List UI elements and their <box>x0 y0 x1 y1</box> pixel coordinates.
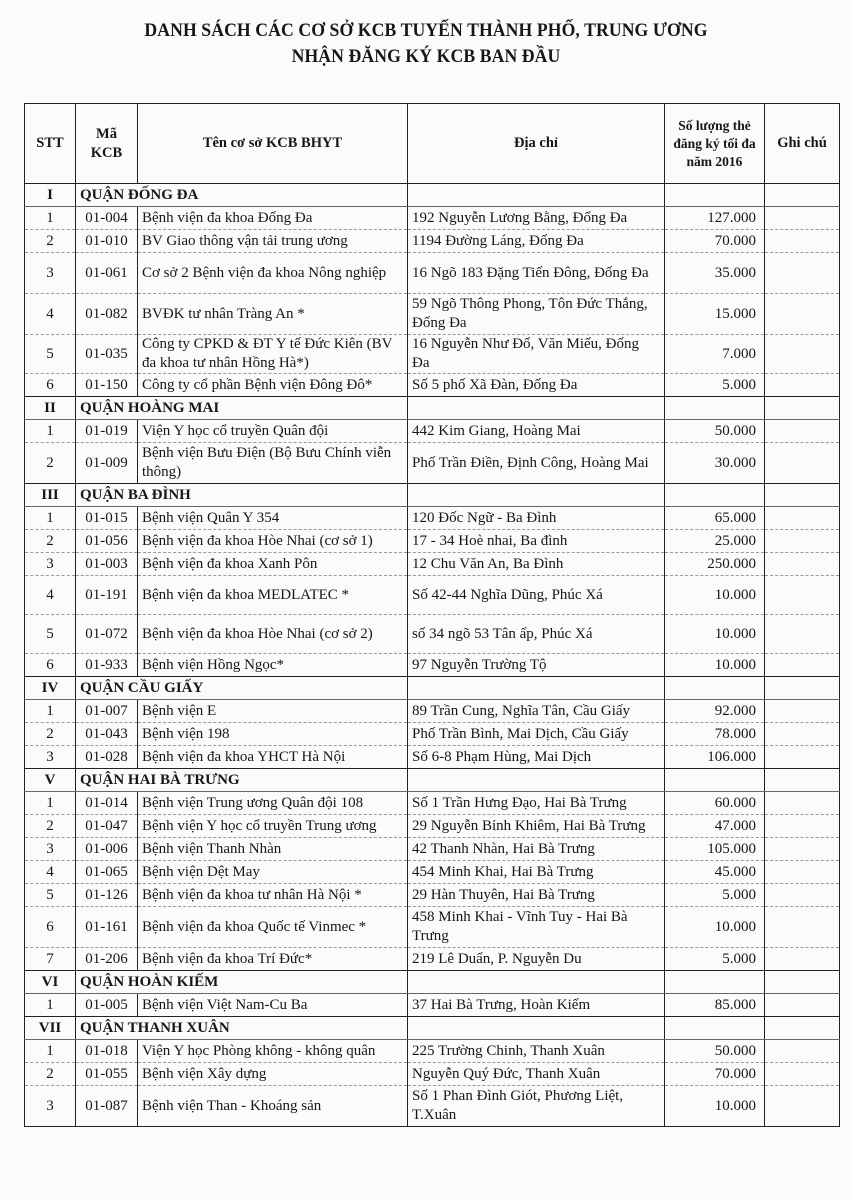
group-name: QUẬN ĐỐNG ĐA <box>76 184 408 207</box>
table-row <box>25 576 840 615</box>
row-stt: 1 <box>25 994 76 1017</box>
row-stt: 5 <box>25 615 76 654</box>
table-row <box>25 1040 840 1063</box>
row-code: 01-933 <box>76 654 138 677</box>
row-name: Bệnh viện Thanh Nhàn <box>138 838 408 861</box>
row-code: 01-087 <box>76 1086 138 1127</box>
row-name: Bệnh viện Than - Khoáng sản <box>138 1086 408 1127</box>
row-address: số 34 ngõ 53 Tân ấp, Phúc Xá <box>408 615 665 654</box>
row-note <box>765 884 840 907</box>
row-address: Số 1 Phan Đình Giót, Phương Liệt, T.Xuân <box>408 1086 665 1127</box>
row-code: 01-191 <box>76 576 138 615</box>
row-code: 01-072 <box>76 615 138 654</box>
group-qty-cell <box>665 1017 765 1040</box>
table-row <box>25 230 840 253</box>
row-address: 225 Trường Chinh, Thanh Xuân <box>408 1040 665 1063</box>
group-number: VI <box>25 971 76 994</box>
row-qty: 105.000 <box>665 838 765 861</box>
row-note <box>765 230 840 253</box>
table-row <box>25 207 840 230</box>
row-qty: 70.000 <box>665 230 765 253</box>
table-row <box>25 335 840 374</box>
row-address: 442 Kim Giang, Hoàng Mai <box>408 420 665 443</box>
table-row <box>25 948 840 971</box>
table-row <box>25 443 840 484</box>
row-stt: 5 <box>25 884 76 907</box>
row-name: Viện Y học cổ truyền Quân đội <box>138 420 408 443</box>
row-address: 89 Trần Cung, Nghĩa Tân, Cầu Giấy <box>408 700 665 723</box>
row-code: 01-007 <box>76 700 138 723</box>
row-note <box>765 861 840 884</box>
table-row <box>25 838 840 861</box>
row-address: 120 Đốc Ngữ - Ba Đình <box>408 507 665 530</box>
group-number: III <box>25 484 76 507</box>
group-row <box>25 484 840 507</box>
row-name: Bệnh viện Bưu Điện (Bộ Bưu Chính viễn thông) <box>138 443 408 484</box>
row-name: BVĐK tư nhân Tràng An * <box>138 294 408 335</box>
row-qty: 250.000 <box>665 553 765 576</box>
group-number: V <box>25 769 76 792</box>
row-address: Số 1 Trần Hưng Đạo, Hai Bà Trưng <box>408 792 665 815</box>
group-qty-cell <box>665 397 765 420</box>
group-row <box>25 397 840 420</box>
row-qty: 106.000 <box>665 746 765 769</box>
row-name: BV Giao thông vận tải trung ương <box>138 230 408 253</box>
row-qty: 25.000 <box>665 530 765 553</box>
row-note <box>765 530 840 553</box>
row-code: 01-150 <box>76 374 138 397</box>
facility-table <box>24 103 840 1127</box>
row-stt: 3 <box>25 1086 76 1127</box>
row-address: 219 Lê Duẩn, P. Nguyễn Du <box>408 948 665 971</box>
row-note <box>765 1086 840 1127</box>
row-stt: 6 <box>25 374 76 397</box>
row-code: 01-055 <box>76 1063 138 1086</box>
row-address: 97 Nguyễn Trường Tộ <box>408 654 665 677</box>
row-stt: 1 <box>25 1040 76 1063</box>
group-row <box>25 184 840 207</box>
row-address: 29 Nguyễn Bỉnh Khiêm, Hai Bà Trưng <box>408 815 665 838</box>
row-stt: 1 <box>25 507 76 530</box>
table-row <box>25 746 840 769</box>
row-name: Bệnh viện Y học cổ truyền Trung ương <box>138 815 408 838</box>
table-row <box>25 792 840 815</box>
row-stt: 4 <box>25 294 76 335</box>
row-note <box>765 420 840 443</box>
row-note <box>765 253 840 294</box>
row-address: 42 Thanh Nhàn, Hai Bà Trưng <box>408 838 665 861</box>
row-address: 454 Minh Khai, Hai Bà Trưng <box>408 861 665 884</box>
row-stt: 1 <box>25 207 76 230</box>
group-note-cell <box>765 484 840 507</box>
row-qty: 85.000 <box>665 994 765 1017</box>
row-note <box>765 723 840 746</box>
row-note <box>765 700 840 723</box>
header-code-line2: KCB <box>90 144 123 161</box>
row-note <box>765 335 840 374</box>
row-qty: 35.000 <box>665 253 765 294</box>
group-address-cell <box>408 971 665 994</box>
group-name: QUẬN HAI BÀ TRƯNG <box>76 769 408 792</box>
group-name: QUẬN THANH XUÂN <box>76 1017 408 1040</box>
row-name: Bệnh viện đa khoa tư nhân Hà Nội * <box>138 884 408 907</box>
row-code: 01-015 <box>76 507 138 530</box>
row-note <box>765 507 840 530</box>
row-code: 01-003 <box>76 553 138 576</box>
group-number: IV <box>25 677 76 700</box>
group-note-cell <box>765 397 840 420</box>
row-name: Bệnh viện Trung ương Quân đội 108 <box>138 792 408 815</box>
row-qty: 10.000 <box>665 576 765 615</box>
row-address: Phố Trần Điền, Định Công, Hoàng Mai <box>408 443 665 484</box>
group-address-cell <box>408 397 665 420</box>
row-qty: 70.000 <box>665 1063 765 1086</box>
row-note <box>765 1063 840 1086</box>
table-row <box>25 530 840 553</box>
group-address-cell <box>408 484 665 507</box>
group-qty-cell <box>665 484 765 507</box>
table-row <box>25 700 840 723</box>
table-header <box>25 104 840 184</box>
document-title-line1: DANH SÁCH CÁC CƠ SỞ KCB TUYẾN THÀNH PHỐ, TRUNG ƯƠNG <box>144 20 708 41</box>
row-qty: 30.000 <box>665 443 765 484</box>
row-address: Số 42-44 Nghĩa Dũng, Phúc Xá <box>408 576 665 615</box>
row-code: 01-004 <box>76 207 138 230</box>
row-code: 01-010 <box>76 230 138 253</box>
row-qty: 10.000 <box>665 615 765 654</box>
row-name: Bệnh viện đa khoa Xanh Pôn <box>138 553 408 576</box>
group-address-cell <box>408 677 665 700</box>
row-qty: 92.000 <box>665 700 765 723</box>
row-name: Bệnh viện Hồng Ngọc* <box>138 654 408 677</box>
table-row <box>25 815 840 838</box>
row-address: 37 Hai Bà Trưng, Hoàn Kiếm <box>408 994 665 1017</box>
group-address-cell <box>408 769 665 792</box>
row-note <box>765 907 840 948</box>
row-stt: 2 <box>25 1063 76 1086</box>
row-code: 01-082 <box>76 294 138 335</box>
row-note <box>765 1040 840 1063</box>
row-qty: 45.000 <box>665 861 765 884</box>
row-name: Viện Y học Phòng không - không quân <box>138 1040 408 1063</box>
row-note <box>765 792 840 815</box>
row-name: Bệnh viện đa khoa YHCT Hà Nội <box>138 746 408 769</box>
row-name: Cơ sở 2 Bệnh viện đa khoa Nông nghiệp <box>138 253 408 294</box>
group-note-cell <box>765 1017 840 1040</box>
table-row <box>25 553 840 576</box>
row-qty: 127.000 <box>665 207 765 230</box>
row-address: 17 - 34 Hoè nhai, Ba đình <box>408 530 665 553</box>
group-qty-cell <box>665 971 765 994</box>
group-name: QUẬN HOÀNG MAI <box>76 397 408 420</box>
document-title-line2: NHẬN ĐĂNG KÝ KCB BAN ĐẦU <box>291 46 561 67</box>
row-code: 01-005 <box>76 994 138 1017</box>
group-name: QUẬN BA ĐÌNH <box>76 484 408 507</box>
row-name: Bệnh viện đa khoa Hòe Nhai (cơ sở 2) <box>138 615 408 654</box>
table-row <box>25 374 840 397</box>
table-row <box>25 615 840 654</box>
row-note <box>765 553 840 576</box>
group-row <box>25 769 840 792</box>
table-row <box>25 420 840 443</box>
row-note <box>765 294 840 335</box>
header-qty <box>665 104 765 184</box>
group-qty-cell <box>665 677 765 700</box>
header-qty-line1: Số lượng thẻ <box>678 117 751 133</box>
row-qty: 5.000 <box>665 884 765 907</box>
row-note <box>765 374 840 397</box>
row-name: Bệnh viện Dệt May <box>138 861 408 884</box>
row-stt: 3 <box>25 253 76 294</box>
row-name: Bệnh viện Việt Nam-Cu Ba <box>138 994 408 1017</box>
table-row <box>25 994 840 1017</box>
row-note <box>765 207 840 230</box>
row-code: 01-009 <box>76 443 138 484</box>
row-stt: 4 <box>25 861 76 884</box>
row-note <box>765 948 840 971</box>
row-note <box>765 443 840 484</box>
row-name: Bệnh viện đa khoa Trí Đức* <box>138 948 408 971</box>
row-address: 192 Nguyễn Lương Bằng, Đống Đa <box>408 207 665 230</box>
table-row <box>25 1086 840 1127</box>
row-code: 01-061 <box>76 253 138 294</box>
row-qty: 7.000 <box>665 335 765 374</box>
row-qty: 5.000 <box>665 374 765 397</box>
group-qty-cell <box>665 769 765 792</box>
row-stt: 2 <box>25 230 76 253</box>
row-address: 59 Ngõ Thông Phong, Tôn Đức Thắng, Đống Đa <box>408 294 665 335</box>
row-name: Bệnh viện đa khoa MEDLATEC * <box>138 576 408 615</box>
group-note-cell <box>765 971 840 994</box>
row-code: 01-018 <box>76 1040 138 1063</box>
row-address: 458 Minh Khai - Vĩnh Tuy - Hai Bà Trưng <box>408 907 665 948</box>
row-address: Phố Trần Bình, Mai Dịch, Cầu Giấy <box>408 723 665 746</box>
table-row <box>25 507 840 530</box>
group-note-cell <box>765 677 840 700</box>
row-qty: 15.000 <box>665 294 765 335</box>
row-stt: 3 <box>25 746 76 769</box>
row-stt: 6 <box>25 654 76 677</box>
row-address: 16 Nguyễn Như Đổ, Văn Miếu, Đống Đa <box>408 335 665 374</box>
header-address: Địa chỉ <box>408 104 665 184</box>
row-address: 1194 Đường Láng, Đống Đa <box>408 230 665 253</box>
row-stt: 1 <box>25 700 76 723</box>
row-code: 01-065 <box>76 861 138 884</box>
header-code <box>76 104 138 184</box>
row-qty: 50.000 <box>665 1040 765 1063</box>
row-qty: 47.000 <box>665 815 765 838</box>
row-stt: 3 <box>25 553 76 576</box>
row-name: Bệnh viện đa khoa Hòe Nhai (cơ sở 1) <box>138 530 408 553</box>
group-number: II <box>25 397 76 420</box>
table-row <box>25 907 840 948</box>
row-note <box>765 994 840 1017</box>
row-name: Bệnh viện Xây dựng <box>138 1063 408 1086</box>
row-code: 01-019 <box>76 420 138 443</box>
header-name: Tên cơ sở KCB BHYT <box>138 104 408 184</box>
row-qty: 65.000 <box>665 507 765 530</box>
row-stt: 2 <box>25 443 76 484</box>
group-note-cell <box>765 769 840 792</box>
row-address: Số 5 phố Xã Đàn, Đống Đa <box>408 374 665 397</box>
table-body <box>25 184 840 1127</box>
row-code: 01-047 <box>76 815 138 838</box>
row-address: Nguyễn Quý Đức, Thanh Xuân <box>408 1063 665 1086</box>
row-name: Bệnh viện 198 <box>138 723 408 746</box>
row-name: Bệnh viện đa khoa Quốc tế Vinmec * <box>138 907 408 948</box>
row-name: Bệnh viện E <box>138 700 408 723</box>
group-note-cell <box>765 184 840 207</box>
row-note <box>765 746 840 769</box>
row-qty: 60.000 <box>665 792 765 815</box>
table-row <box>25 884 840 907</box>
row-qty: 10.000 <box>665 1086 765 1127</box>
header-note: Ghi chú <box>765 104 840 184</box>
header-qty-line2: đăng ký tối đa <box>673 135 756 151</box>
row-stt: 2 <box>25 815 76 838</box>
group-number: I <box>25 184 76 207</box>
group-row <box>25 1017 840 1040</box>
row-stt: 4 <box>25 576 76 615</box>
row-stt: 7 <box>25 948 76 971</box>
row-stt: 5 <box>25 335 76 374</box>
row-code: 01-006 <box>76 838 138 861</box>
header-code-line1: Mã <box>96 125 117 142</box>
group-row <box>25 677 840 700</box>
row-stt: 1 <box>25 420 76 443</box>
group-name: QUẬN HOÀN KIẾM <box>76 971 408 994</box>
row-name: Bệnh viện Quân Y 354 <box>138 507 408 530</box>
row-stt: 1 <box>25 792 76 815</box>
row-name: Công ty CPKD & ĐT Y tế Đức Kiên (BV đa khoa tư nhân Hồng Hà*) <box>138 335 408 374</box>
row-qty: 10.000 <box>665 907 765 948</box>
row-code: 01-014 <box>76 792 138 815</box>
group-number: VII <box>25 1017 76 1040</box>
table-row <box>25 1063 840 1086</box>
table-row <box>25 654 840 677</box>
row-code: 01-056 <box>76 530 138 553</box>
row-stt: 3 <box>25 838 76 861</box>
row-address: Số 6-8 Phạm Hùng, Mai Dịch <box>408 746 665 769</box>
table-row <box>25 294 840 335</box>
row-stt: 6 <box>25 907 76 948</box>
row-note <box>765 838 840 861</box>
row-stt: 2 <box>25 723 76 746</box>
row-qty: 10.000 <box>665 654 765 677</box>
row-name: Công ty cổ phần Bệnh viện Đông Đô* <box>138 374 408 397</box>
row-code: 01-161 <box>76 907 138 948</box>
row-qty: 5.000 <box>665 948 765 971</box>
header-stt: STT <box>25 104 76 184</box>
group-qty-cell <box>665 184 765 207</box>
row-code: 01-206 <box>76 948 138 971</box>
group-name: QUẬN CẦU GIẤY <box>76 677 408 700</box>
row-code: 01-035 <box>76 335 138 374</box>
row-code: 01-043 <box>76 723 138 746</box>
row-qty: 50.000 <box>665 420 765 443</box>
row-qty: 78.000 <box>665 723 765 746</box>
row-address: 12 Chu Văn An, Ba Đình <box>408 553 665 576</box>
group-address-cell <box>408 184 665 207</box>
group-row <box>25 971 840 994</box>
group-address-cell <box>408 1017 665 1040</box>
row-code: 01-126 <box>76 884 138 907</box>
row-address: 29 Hàn Thuyên, Hai Bà Trưng <box>408 884 665 907</box>
row-note <box>765 815 840 838</box>
row-note <box>765 654 840 677</box>
header-qty-line3: năm 2016 <box>686 153 743 169</box>
table-row <box>25 723 840 746</box>
row-note <box>765 615 840 654</box>
table-row <box>25 253 840 294</box>
row-stt: 2 <box>25 530 76 553</box>
row-note <box>765 576 840 615</box>
row-address: 16 Ngõ 183 Đặng Tiến Đông, Đống Đa <box>408 253 665 294</box>
table-row <box>25 861 840 884</box>
row-name: Bệnh viện đa khoa Đống Đa <box>138 207 408 230</box>
row-code: 01-028 <box>76 746 138 769</box>
